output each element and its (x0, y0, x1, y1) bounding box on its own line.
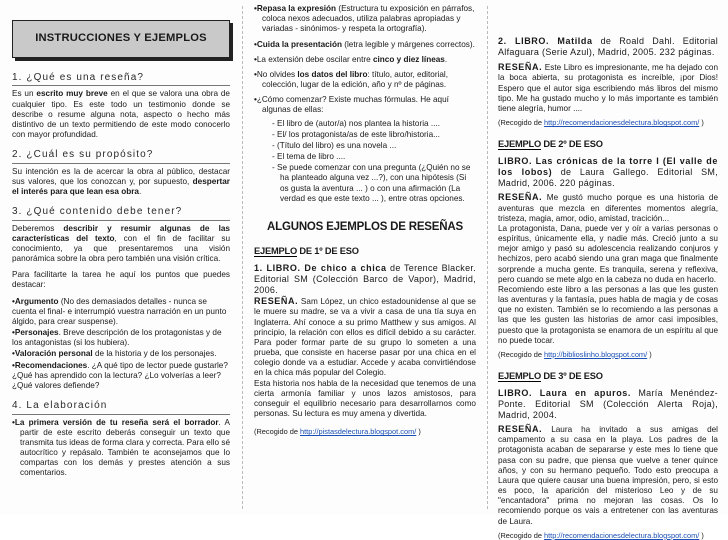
list-item: • Personajes. Breve descripción de los protagonistas y de los antagonistas (si los hubiera). (12, 328, 230, 348)
section-2-title: 2. ¿Cuál es su propósito? (12, 149, 230, 163)
list-item: • Valoración personal de la historia y de los personajes. (12, 349, 230, 359)
example-2-review-3: Recomiendo este libro a las personas a las que les gusten las aventuras y la fantasía, pues habla de magia y de cosas que no existen. También se lo recomiendo a las personas a las que les gusten las historias de amor casi imposibles, puesto que la protagonista se enamora de un espíritu al que no puede tocar. (498, 284, 718, 345)
source-link[interactable]: http://pistasdelectura.blogspot.com/ (300, 427, 417, 437)
column-tips-examples (254, 0, 476, 515)
section-3-title: 3. ¿Qué contenido debe tener? (12, 206, 230, 220)
example-2-heading: EJEMPLO DE 2º DE ESO (498, 139, 603, 150)
example-prev-book: 2. LIBRO. Matilda de Roald Dahl. Editorial Alfaguara (Serie Azul), Madrid, 2005. 232 páginas. (498, 36, 718, 58)
example-3-book: LIBRO. Laura en apuros. María Menéndez-Ponte. Editorial SM (Colección Alerta Roja), Madrid, 2004. (498, 387, 718, 420)
examples-title: ALGUNOS EJEMPLOS DE RESEÑAS (267, 220, 463, 233)
list-item: - (Título del libro) es una novela ... (272, 141, 476, 151)
list-item: - El/ los protagonista/as de este libro/historia... (272, 130, 476, 140)
example-prev-review: RESEÑA. Este Libro es impresionante, me ha dejado con la boca abierta, su protagonista es increíble, ¡por Dios! Espero que el autor siga escribiendo más libros del mismo tipo. Me ha gustado mucho y lo más importante es también tiene alegría, humor .... (498, 62, 718, 113)
section-1-title: 1. ¿Qué es una reseña? (12, 72, 230, 86)
example-2-source: (Recogido de http://biblioslinho.blogspot.com/ ) (498, 349, 652, 359)
source-link[interactable]: http://recomendacionesdelectura.blogspot.com/ (544, 530, 700, 540)
fold-divider-right (487, 6, 488, 509)
example-1-review: RESEÑA. Sam López, un chico estadounidense al que se le muere su madre, se va a vivir a casa de una tía suya en Inglaterra. Ahí conoce a su primo Matthew y sus amigos. Al principio, la relación con ellos es difícil debido a su carácter. Para poder formar parte de su grupo lo someten a una prueba, que consiste en hacerse pasar por una chica en el colegio donde va a estudiar. Accede y acaba convirtiéndose en la chica más popular del Colegio. (254, 296, 476, 378)
example-1-source: (Recogido de http://pistasdelectura.blogspot.com/ ) (254, 427, 421, 437)
section-1-text: Es un escrito muy breve en el que se valora una obra de cualquier tipo. Es este todo un testimonio donde se describe o resume alguna nota, aspecto o hecho más distintivo de un texto permitiendo de este modo conocerlo con mayor profundidad. (12, 89, 230, 140)
column-instructions (12, 0, 230, 515)
list-item: - Se puede comenzar con una pregunta (¿Quién no se ha planteado alguna vez ...?), con una hipótesis (Si os gusta la aventura ... ) o con una afirmación (La verdad es que este texto ... ), entre otras opciones. (272, 163, 476, 204)
list-item: • No olvides los datos del libro: título, autor, editorial, colección, lugar de la edición, año y nº de páginas. (262, 70, 476, 90)
section-3-text: Deberemos describir y resumir algunas de las características del texto, con el fin de facilitar su conocimiento, ya que presentaremos una visión panorámica sobre la obra pero también una visión crítica. (12, 223, 230, 264)
list-item: • La extensión debe oscilar entre cinco y diez líneas. (262, 55, 476, 65)
header-title: INSTRUCCIONES Y EJEMPLOS (35, 32, 207, 45)
list-item: - El libro de (autor/a) nos plantea la historia .... (272, 119, 476, 129)
example-1-review-2: Esta historia nos habla de la necesidad que tenemos de una cierta armonía familiar y unos lazos amistosos, para conseguir el equilibrio necesario para desarrollarnos como personas. Su lectura es muy amena y divertida. (254, 378, 476, 419)
example-2-review: RESEÑA. Me gustó mucho porque es una historia de aventuras que mezcla en diferentes momentos alegría, tristeza, magia, amor, odio, amistad, tracición... (498, 192, 718, 223)
list-item: • ¿Cómo comenzar? Existe muchas fórmulas. He aquí algunas de ellas: (262, 95, 476, 115)
example-prev-source: (Recogido de http://recomendacionesdelectura.blogspot.com/ ) (498, 118, 704, 128)
section-3-intro: Para facilitarte la tarea he aquí los puntos que puedes destacar: (12, 270, 230, 290)
tips-list (254, 4, 476, 116)
column-examples (498, 0, 719, 540)
example-1-heading: EJEMPLO DE 1º DE ESO (254, 246, 359, 257)
example-1-book: 1. LIBRO. De chico a chica de Terence Blacker. Editorial SM (Colección Barco de Vapor), Madrid, 2006. (254, 262, 476, 295)
list-item: - El tema de libro .... (272, 152, 476, 162)
header-box (12, 20, 230, 58)
section-2-text: Su intención es la de acercar la obra al público, destacar sus valores, que los conozcan y, por supuesto, despertar el interés para que lean esa obra. (12, 166, 230, 196)
section-4-title: 4. La elaboración (12, 400, 230, 414)
list-item: • Argumento (No des demasiados detalles - nunca se cuenta el final- e interrumpió vuestra narración en un punto álgido, para crear suspense). (12, 297, 230, 328)
list-item: • Recomendaciones. ¿A qué tipo de lector puede gustarle? ¿Qué has aprendido con la lectura? ¿Lo volverías a leer? ¿Qué valores defiende? (12, 361, 230, 392)
section-4-text: • La primera versión de tu reseña será el borrador. A partir de este escrito deberás conseguir un texto que transmita tus ideas de forma clara y correcta. Para ello sé autocrítico y repásalo. También te aconsejamos que lo compartas con los demás y prestes atención a sus comentarios. (20, 418, 230, 479)
example-3-review: RESEÑA. Laura ha invitado a sus amigas del campamento a su casa en la playa. Los padres de la protagonista acaban de separarse y este mes lo tiene que pasa con su padre, que piensa que vuelve a tener quince años, y con su hermano pequeño. Todo esto preocupa a Laura que quiere causar una buena impresión, pero, si esto es poco, la aparición del misterioso Leo y de su "encantadora" prima no mejoran las cosas. Os lo recomiendo porque os vais a entretener con las aventuras de Laura. (498, 424, 718, 526)
fold-divider-left (242, 6, 243, 509)
source-link[interactable]: http://recomendacionesdelectura.blogspot.com/ (544, 118, 700, 128)
source-link[interactable]: http://biblioslinho.blogspot.com/ (544, 349, 648, 359)
example-3-source: (Recogido de http://recomendacionesdelectura.blogspot.com/ ) (498, 530, 704, 540)
points-list (12, 297, 230, 392)
formula-list (272, 119, 476, 204)
example-3-heading: EJEMPLO DE 3º DE ESO (498, 371, 603, 382)
list-item: • Cuida la presentación (letra legible y márgenes correctos). (262, 40, 476, 50)
example-2-book: LIBRO. Las crónicas de la torre I (El valle de los lobos) de Laura Gallego. Editorial SM, Madrid, 2006. 220 páginas. (498, 155, 719, 189)
example-2-review-2: La protagonista, Dana, puede ver y oír a varias personas o espíritus, únicamente ella, y nadie más. Creció junto a su mejor amigo y pasó su adolescencia realizando conjuros y hechizos, pero acabó siendo una gran maga que finalmente sorprende a mucha gente. Es tranquila, serena y reflexiva, pero cuando se mete algo en la cabeza no duda en hacerlo. (498, 223, 718, 284)
list-item: • Repasa la expresión (Estructura tu exposición en párrafos, coloca nexos adecuados, utiliza palabras apropiadas y variadas - sinónimos- y respeta la ortografía). (262, 4, 476, 35)
